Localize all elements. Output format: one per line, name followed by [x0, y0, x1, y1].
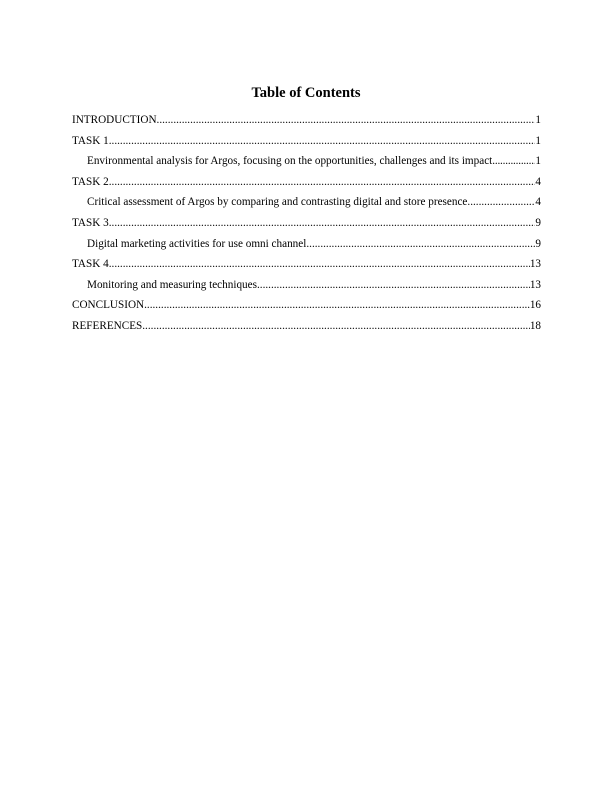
toc-entry-page-number: 16 [529, 299, 541, 312]
toc-entry-task-1[interactable] [72, 135, 541, 156]
toc-entry-label: CONCLUSION [72, 299, 145, 312]
dot-leader [109, 258, 530, 271]
toc-entry-task-3[interactable] [72, 217, 541, 238]
dot-leader [257, 279, 530, 292]
toc-entry-label: Monitoring and measuring techniques [87, 278, 257, 291]
toc-entry-label: TASK 3 [72, 216, 109, 229]
toc-entry-label: TASK 1 [72, 134, 109, 147]
toc-entry-task-4[interactable] [72, 258, 541, 279]
toc-entry-page-number: 1 [535, 134, 541, 147]
table-of-contents [72, 114, 541, 341]
dot-leader [142, 320, 530, 333]
toc-entry-label: INTRODUCTION [72, 114, 157, 126]
dot-leader [467, 196, 535, 209]
toc-entry-page-number: 1 [535, 114, 541, 126]
dot-leader [157, 114, 536, 127]
dot-leader [109, 217, 536, 230]
dot-leader [306, 238, 535, 251]
toc-entry-references[interactable] [72, 320, 541, 341]
toc-entry-introduction[interactable] [72, 114, 541, 135]
toc-entry-monitoring[interactable] [72, 279, 541, 300]
toc-title: Table of Contents [251, 85, 361, 101]
toc-entry-label: Critical assessment of Argos by comparing and contrasting digital and store presence [87, 196, 468, 209]
toc-entry-digital-marketing[interactable] [72, 238, 541, 259]
toc-entry-page-number: 13 [529, 278, 541, 291]
toc-entry-page-number: 18 [529, 319, 541, 332]
toc-entry-label: Digital marketing activities for use omni channel [87, 237, 307, 250]
toc-entry-task-2[interactable] [72, 176, 541, 197]
toc-entry-page-number: 4 [535, 175, 541, 188]
toc-entry-label: TASK 2 [72, 175, 109, 188]
toc-entry-critical-assessment[interactable] [72, 196, 541, 217]
toc-entry-label: Environmental analysis for Argos, focusing on the opportunities, challenges and its impact [87, 155, 493, 168]
dot-leader [109, 135, 536, 148]
toc-entry-page-number: 9 [535, 237, 541, 250]
dot-leader [109, 176, 536, 189]
toc-entry-page-number: 9 [535, 216, 541, 229]
toc-entry-label: TASK 4 [72, 258, 109, 271]
toc-entry-page-number: 4 [535, 196, 541, 209]
toc-entry-conclusion[interactable] [72, 299, 541, 320]
toc-entry-environmental-analysis[interactable] [72, 155, 541, 176]
toc-entry-page-number: 1 [535, 155, 541, 168]
toc-entry-page-number: 13 [529, 258, 541, 271]
dot-leader [144, 299, 530, 312]
toc-entry-label: REFERENCES [72, 319, 143, 332]
dot-leader [492, 155, 535, 168]
